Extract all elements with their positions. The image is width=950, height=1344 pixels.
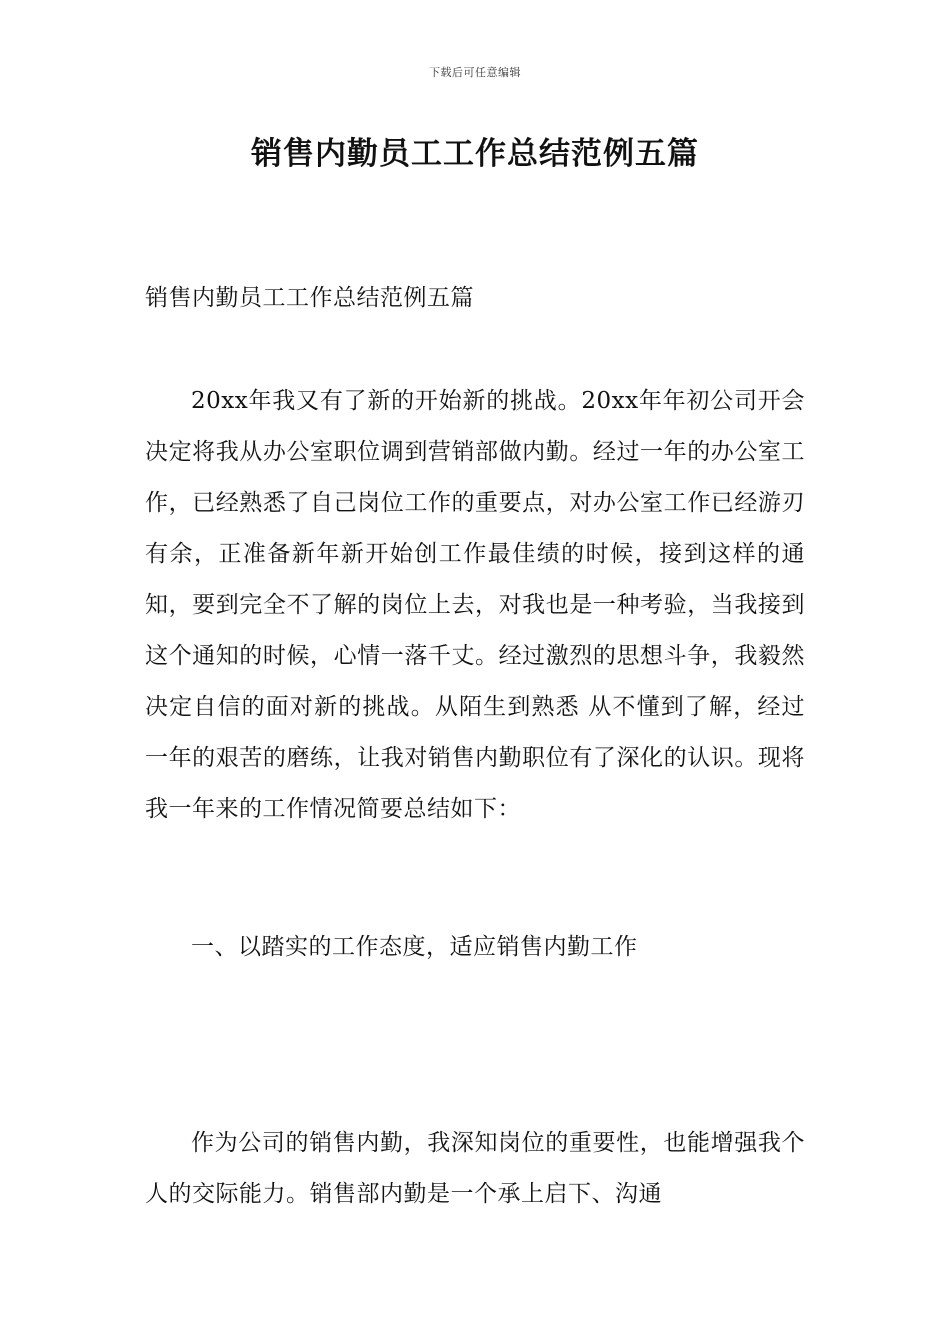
header-note: 下载后可任意编辑 [429,66,521,79]
section-heading: 一、以踏实的工作态度，适应销售内勤工作 [191,934,638,960]
body-paragraph: 20xx年我又有了新的开始新的挑战。20xx年年初公司开会决定将我从办公室职位调到营销部做内勤。经过一年的办公室工作，已经熟悉了自己岗位工作的重要点，对办公室工作已经游刃有余，正准备新年新开始创工作最佳绩的时候，接到这样的通知，要到完全不了解的岗位上去，对我也是一种考验，当我接到这个通知的时候，心情一落千丈。经过激烈的思想斗争，我毅然决定自信的面对新的挑战。从陌生到熟悉 从不懂到了解，经过一年的艰苦的磨练，让我对销售内勤职位有了深化的认识。现将我一年来的工作情况简要总结如下： [145,388,805,822]
document-title: 销售内勤员工工作总结范例五篇 [251,136,699,172]
document-subtitle: 销售内勤员工工作总结范例五篇 [145,285,474,311]
body-paragraph: 作为公司的销售内勤，我深知岗位的重要性，也能增强我个人的交际能力。销售部内勤是一个承上启下、沟通 [145,1130,805,1207]
